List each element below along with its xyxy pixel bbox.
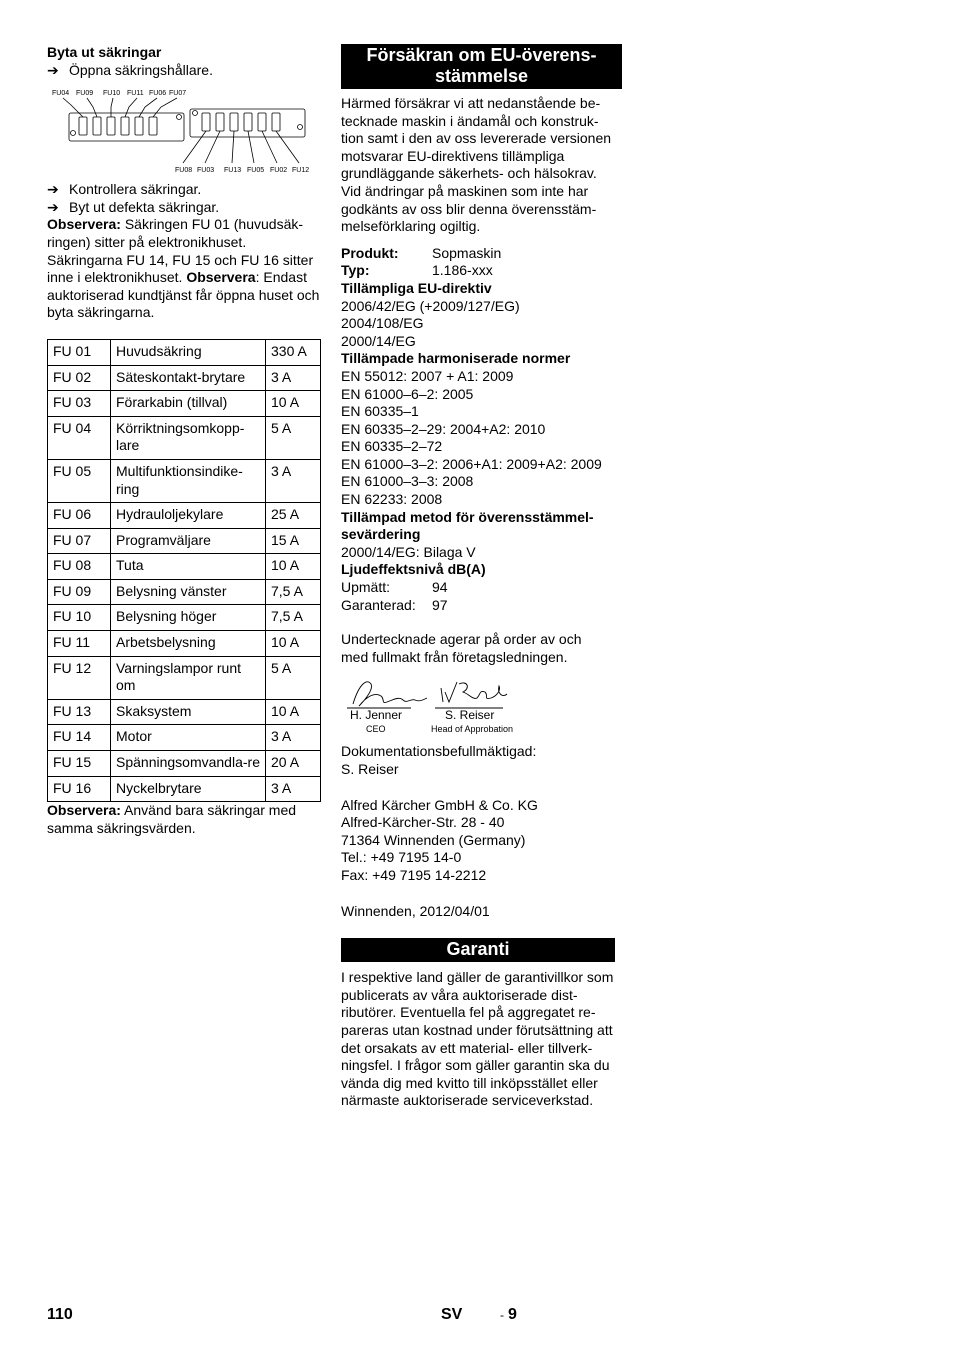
table-row [48, 339, 321, 365]
fuse-id-cell: FU 11 [48, 631, 111, 657]
fuse-id-cell: FU 12 [48, 656, 111, 699]
table-row [48, 631, 321, 657]
fuse-rating-cell: 10 A [266, 699, 321, 725]
method-heading: Tillämpad metod för överensstämmel-sevärdering [341, 508, 594, 543]
fuse-function-cell: Hydrauloljekylare [111, 503, 266, 529]
fuse-id-cell: FU 01 [48, 339, 111, 365]
fig-label-top: FU06 [149, 90, 167, 98]
method-value: 2000/14/EG: Bilaga V [341, 543, 476, 560]
table-row [48, 391, 321, 417]
sound-heading: Ljudeffektsnivå dB(A) [341, 561, 486, 578]
fuse-rating-cell: 7,5 A [266, 579, 321, 605]
fuse-rating-cell: 5 A [266, 656, 321, 699]
table-row [48, 365, 321, 391]
fig-label-top: FU09 [76, 90, 94, 98]
fig-label-bottom: FU12 [292, 167, 309, 175]
fuse-function-cell: Multifunktionsindike-ring [111, 459, 266, 502]
fuse-rating-cell: 3 A [266, 776, 321, 802]
fuse-function-cell: Belysning vänster [111, 579, 266, 605]
fuse-function-cell: Säteskontakt-brytare [111, 365, 266, 391]
fuse-rating-cell: 15 A [266, 528, 321, 554]
signature-block [341, 674, 626, 736]
norm-item: EN 62233: 2008 [341, 491, 443, 508]
directive-item: 2004/108/EG [341, 315, 424, 332]
fuse-holder-figure [49, 87, 309, 177]
table-row [48, 776, 321, 802]
fuse-id-cell: FU 10 [48, 605, 111, 631]
fuse-id-cell: FU 09 [48, 579, 111, 605]
norm-item: EN 61000–3–2: 2006+A1: 2009+A2: 2009 [341, 455, 602, 472]
doc-auth-label: Dokumentationsbefullmäktigad: [341, 743, 537, 760]
note-fuse-values: Observera: Använd bara säkringar med samma säkringsvärden. [47, 802, 297, 836]
signer1-name: H. Jenner [350, 708, 403, 723]
table-row [48, 699, 321, 725]
fuse-function-cell: Arbetsbelysning [111, 631, 266, 657]
fuse-rating-cell: 25 A [266, 503, 321, 529]
fig-label-bottom: FU08 [175, 167, 193, 175]
fuse-id-cell: FU 13 [48, 699, 111, 725]
fuse-table [47, 339, 321, 802]
arrow-right-icon: ➔ [47, 61, 59, 78]
fuse-rating-cell: 5 A [266, 416, 321, 459]
warranty-heading: Garanti [341, 938, 615, 962]
table-row [48, 554, 321, 580]
page-number: 110 [47, 1306, 73, 1323]
doc-auth-name: S. Reiser [341, 761, 399, 777]
fuse-function-cell: Förarkabin (tillval) [111, 391, 266, 417]
fuse-id-cell: FU 08 [48, 554, 111, 580]
fuse-rating-cell: 10 A [266, 391, 321, 417]
fuse-function-cell: Motor [111, 725, 266, 751]
signed-text: Undertecknade agerar på order av och med fullmakt från företagsledningen. [341, 631, 582, 665]
product-block: Produkt: Sopmaskin Typ: 1.186-xxx Tillämpliga EU-direktiv 2006/42/EG (+2009/127/EG) 2004/108/EG 2000/14/EG Tillämpade harmoniserade normer EN 55012: 2007 + A1: 2009 EN 61000–6–2: 2005 EN 60335–1 EN 60335–2–29: 2004+A2: 2010 EN 60335–2–72 EN 61000–3–2: 2006+A1: 2009+A2: 2009 EN 61000–3–3: 2008 EN 62233: 2008 Tillämpad metod för överensstämmel-sevärdering 2000/14/EG: Bilaga V Ljudeffektsnivå dB(A) Upmätt: 94 Garanterad: 97 [341, 245, 626, 614]
norm-item: EN 61000–3–3: 2008 [341, 473, 474, 490]
fig-label-top: FU11 [127, 90, 144, 98]
norms-heading: Tillämpade harmoniserade normer [341, 350, 571, 367]
fuse-rating-cell: 330 A [266, 339, 321, 365]
fuse-function-cell: Varningslampor runt om [111, 656, 266, 699]
fuse-id-cell: FU 14 [48, 725, 111, 751]
norm-item: EN 60335–1 [341, 403, 419, 420]
directive-item: 2006/42/EG (+2009/127/EG) [341, 297, 520, 314]
fig-label-bottom: FU02 [270, 167, 288, 175]
fig-label-top: FU07 [169, 90, 187, 98]
table-row [48, 459, 321, 502]
fuse-function-cell: Körriktningsomkopp-lare [111, 416, 266, 459]
arrow-right-icon: ➔ [47, 198, 59, 215]
step-open-holder: ➔ Öppna säkringshållare. [47, 61, 213, 78]
step-replace: ➔ Byt ut defekta säkringar. [47, 198, 220, 215]
fuse-rating-cell: 10 A [266, 554, 321, 580]
table-row [48, 528, 321, 554]
fuse-function-cell: Belysning höger [111, 605, 266, 631]
fuse-rating-cell: 20 A [266, 751, 321, 777]
fuse-function-cell: Huvudsäkring [111, 339, 266, 365]
fuse-function-cell: Tuta [111, 554, 266, 580]
fuse-rating-cell: 3 A [266, 365, 321, 391]
signer2-name: S. Reiser [445, 708, 495, 723]
left-column [47, 44, 323, 837]
fig-label-bottom: FU05 [247, 167, 265, 175]
fig-label-top: FU10 [103, 90, 121, 98]
table-row [48, 579, 321, 605]
fuse-heading: Byta ut säkringar [47, 44, 162, 60]
step-check: ➔ Kontrollera säkringar. [47, 181, 202, 198]
fuse-function-cell: Spänningsomvandla-re [111, 751, 266, 777]
right-column [341, 44, 626, 1110]
fuse-id-cell: FU 02 [48, 365, 111, 391]
section-page-number: - 9 [500, 1306, 517, 1323]
fuse-rating-cell: 3 A [266, 459, 321, 502]
fuse-id-cell: FU 04 [48, 416, 111, 459]
table-row [48, 656, 321, 699]
warranty-text: I respektive land gäller de garantivillkor som publicerats av våra auktoriserade dist-ributörer. Eventuella fel på aggregatet re-pareras utan kostnad under förutsättning att det orsakats av ett material- eller tillverk-ningsfel. I frågor som gäller garantin ska du vända dig med kvitto till inköpsstället eller närmaste auktoriserade serviceverkstad. [341, 969, 614, 1109]
fuse-function-cell: Nyckelbrytare [111, 776, 266, 802]
fuse-rating-cell: 3 A [266, 725, 321, 751]
norm-item: EN 60335–2–29: 2004+A2: 2010 [341, 420, 546, 437]
fuse-id-cell: FU 06 [48, 503, 111, 529]
note-fuse-location: Observera: Säkringen FU 01 (huvudsäk-ringen) sitter på elektronikhuset. Säkringarna FU 14, FU 15 och FU 16 sitter inne i elektronikhuset. Observera: Endast auktoriserad kundtjänst får öppna huset och byta säkringarna. [47, 216, 320, 321]
fuse-id-cell: FU 03 [48, 391, 111, 417]
table-row [48, 503, 321, 529]
directives-heading: Tillämpliga EU-direktiv [341, 279, 492, 296]
fuse-id-cell: FU 07 [48, 528, 111, 554]
fuse-id-cell: FU 15 [48, 751, 111, 777]
fuse-rating-cell: 10 A [266, 631, 321, 657]
language-code: SV [441, 1306, 463, 1323]
signer2-title: Head of Approbation [431, 724, 514, 735]
directive-item: 2000/14/EG [341, 332, 416, 349]
table-row [48, 605, 321, 631]
fuse-rating-cell: 7,5 A [266, 605, 321, 631]
arrow-right-icon: ➔ [47, 181, 59, 198]
norm-item: EN 61000–6–2: 2005 [341, 385, 474, 402]
fuse-id-cell: FU 05 [48, 459, 111, 502]
table-row [48, 725, 321, 751]
table-row [48, 751, 321, 777]
fuse-function-cell: Skaksystem [111, 699, 266, 725]
company-address: Alfred Kärcher GmbH & Co. KG Alfred-Kärcher-Str. 28 - 40 71364 Winnenden (Germany) Tel.: +49 7195 14-0 Fax: +49 7195 14-2212 [341, 796, 538, 883]
eu-intro-text: Härmed försäkrar vi att nedanstående be-tecknade maskin i ändamål och konstruk-tion samt i den av oss levererade versionen motsvarar EU-direktivens tillämpliga grundläggande säkerhets- och hälsokrav. Vid ändringar på maskinen som inte har godkänts av oss blir denna överensstäm-melseförklaring ogiltig. [341, 95, 612, 235]
fuse-function-cell: Programväljare [111, 528, 266, 554]
eu-declaration-heading: Försäkran om EU-överens- stämmelse [341, 44, 622, 89]
table-row [48, 416, 321, 459]
norm-item: EN 55012: 2007 + A1: 2009 [341, 367, 514, 384]
norm-item: EN 60335–2–72 [341, 438, 443, 455]
fig-label-top: FU04 [52, 90, 70, 98]
fig-label-bottom: FU03 [197, 167, 215, 175]
signer1-title: CEO [366, 724, 386, 735]
fig-label-bottom: FU13 [224, 167, 242, 175]
place-date: Winnenden, 2012/04/01 [341, 902, 490, 919]
fuse-id-cell: FU 16 [48, 776, 111, 802]
